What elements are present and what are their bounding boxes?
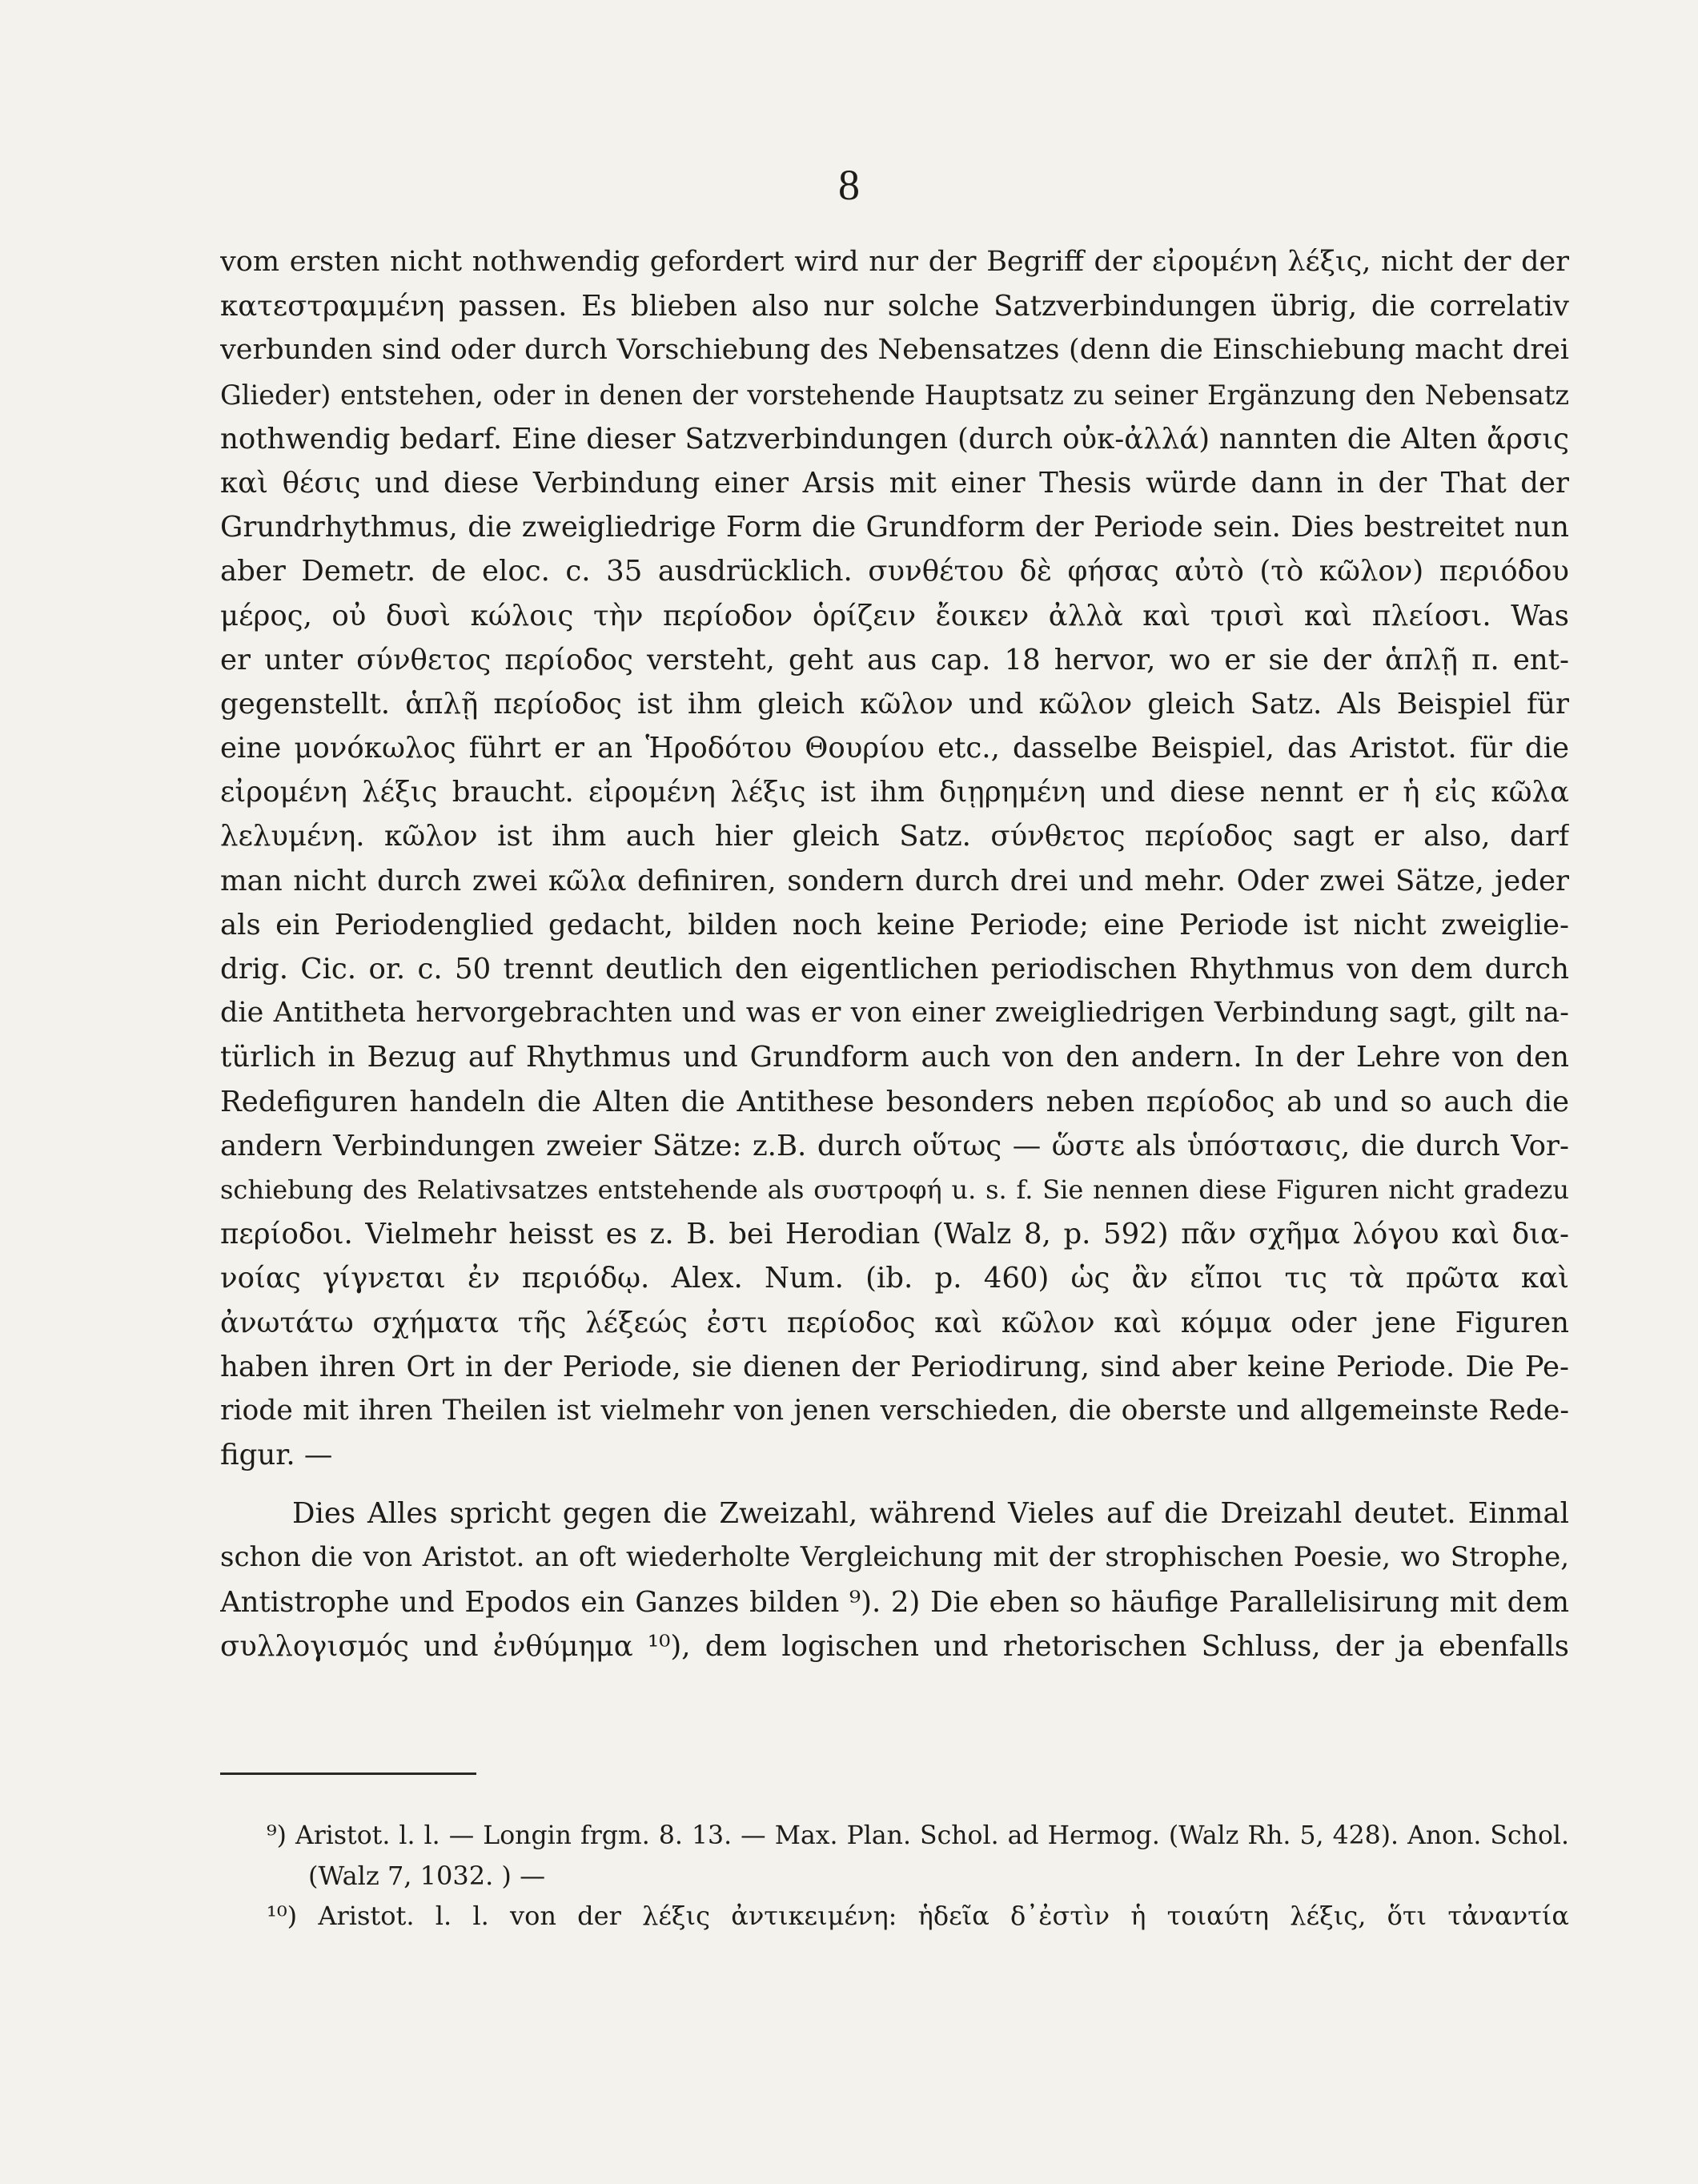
footnote-line: ¹⁰) Aristot. l. l. von der λέξις ἀντικειμένη: ἡδεῖα δ᾽ἐστὶν ἡ τοιαύτη λέξις, ὅτι τἀναντία bbox=[267, 1901, 1569, 1931]
text-line: riode mit ihren Theilen ist vielmehr von jenen verschieden, die oberste und allgemeinste Rede- bbox=[220, 1394, 1569, 1427]
text-line: gegenstellt. ἁπλῇ περίοδος ist ihm gleich κῶλον und κῶλον gleich Satz. Als Beispiel für bbox=[220, 687, 1569, 721]
footnotes bbox=[220, 1816, 1569, 1936]
text-line: συλλογισμός und ἐνθύμημα ¹⁰), dem logischen und rhetorischen Schluss, der ja ebenfalls bbox=[220, 1629, 1569, 1663]
text-line: μέρος, οὐ δυσὶ κώλοις τὴν περίοδον ὁρίζειν ἔοικεν ἀλλὰ καὶ τρισὶ καὶ πλείοσι. Was bbox=[220, 599, 1569, 632]
text-line: schiebung des Relativsatzes entstehende als συστροφή u. s. f. Sie nennen diese Figuren nicht gradezu bbox=[220, 1174, 1569, 1205]
text-line: aber Demetr. de eloc. c. 35 ausdrücklich. συνθέτου δὲ φήσας αὐτὸ (τὸ κῶλον) περιόδου bbox=[220, 555, 1569, 588]
text-line: περίοδοι. Vielmehr heisst es z. B. bei Herodian (Walz 8, p. 592) πᾶν σχῆμα λόγου καὶ δια- bbox=[220, 1218, 1569, 1251]
text-line: ἀνωτάτω σχήματα τῆς λέξεώς ἐστι περίοδος καὶ κῶλον καὶ κόμμα oder jene Figuren bbox=[220, 1306, 1569, 1339]
footnote-divider bbox=[220, 1772, 476, 1775]
text-line: türlich in Bezug auf Rhythmus und Grundform auch von den andern. In der Lehre von den bbox=[220, 1041, 1569, 1074]
text-line: nothwendig bedarf. Eine dieser Satzverbindungen (durch οὐκ-ἀλλά) nannten die Alten ἄρσις bbox=[220, 422, 1569, 456]
text-line: Grundrhythmus, die zweigliedrige Form die Grundform der Periode sein. Dies bestreitet nun bbox=[220, 511, 1569, 544]
text-line: verbunden sind oder durch Vorschiebung des Nebensatzes (denn die Einschiebung macht drei bbox=[220, 334, 1569, 367]
text-line: λελυμένη. κῶλον ist ihm auch hier gleich Satz. σύνθετος περίοδος sagt er also, darf bbox=[220, 820, 1569, 853]
text-line: Antistrophe und Epodos ein Ganzes bilden ⁹). 2) Die eben so häufige Parallelisirung mit dem bbox=[220, 1585, 1569, 1619]
text-line: vom ersten nicht nothwendig gefordert wird nur der Begriff der εἰρομένη λέξις, nicht der der bbox=[220, 246, 1569, 278]
page-number: 8 bbox=[838, 161, 860, 209]
text-line: Redefiguren handeln die Alten die Antithese besonders neben περίοδος ab und so auch die bbox=[220, 1085, 1569, 1118]
footnote-line: (Walz 7, 1032. ) — bbox=[308, 1861, 546, 1891]
body-text bbox=[220, 240, 1569, 1668]
text-line: schon die von Aristot. an oft wiederholte Vergleichung mit der strophischen Poesie, wo Strophe, bbox=[220, 1541, 1569, 1574]
text-line: εἰρομένη λέξις braucht. εἰρομένη λέξις ist ihm διῃρημένη und diese nennt er ἡ εἰς κῶλα bbox=[220, 776, 1569, 809]
text-line: eine μονόκωλος führt er an Ἡροδότου Θουρίου etc., dasselbe Beispiel, das Aristot. für die bbox=[220, 732, 1569, 765]
text-line: καὶ θέσις und diese Verbindung einer Arsis mit einer Thesis würde dann in der That der bbox=[220, 466, 1569, 500]
text-line: Glieder) entstehen, oder in denen der vorstehende Hauptsatz zu seiner Ergänzung den Nebensatz bbox=[220, 379, 1569, 411]
text-line: man nicht durch zwei κῶλα definiren, sondern durch drei und mehr. Oder zwei Sätze, jeder bbox=[220, 864, 1569, 897]
text-line: κατεστραμμένη passen. Es blieben also nur solche Satzverbindungen übrig, die correlativ bbox=[220, 290, 1569, 323]
text-line: νοίας γίγνεται ἐν περιόδῳ. Alex. Num. (ib. p. 460) ὡς ἂν εἴποι τις τὰ πρῶτα καὶ bbox=[220, 1262, 1569, 1295]
text-line: die Antitheta hervorgebrachten und was er von einer zweigliedrigen Verbindung sagt, gilt na- bbox=[220, 997, 1569, 1030]
text-line: andern Verbindungen zweier Sätze: z.B. durch οὕτως — ὥστε als ὑπόστασις, die durch Vor- bbox=[220, 1129, 1569, 1162]
text-line: er unter σύνθετος περίοδος versteht, geht aus cap. 18 hervor, wo er sie der ἁπλῇ π. ent- bbox=[220, 643, 1569, 676]
text-line: Dies Alles spricht gegen die Zweizahl, während Vieles auf die Dreizahl deutet. Einmal bbox=[292, 1497, 1569, 1531]
text-line: haben ihren Ort in der Periode, sie dienen der Periodirung, sind aber keine Periode. Die Pe- bbox=[220, 1350, 1569, 1383]
text-line: figur. — bbox=[220, 1439, 333, 1472]
footnote-line: ⁹) Aristot. l. l. — Longin frgm. 8. 13. — Max. Plan. Schol. ad Hermog. (Walz Rh. 5, 428). Anon. Schol. bbox=[267, 1821, 1569, 1850]
paragraph-gap bbox=[220, 1477, 1569, 1491]
text-line: drig. Cic. or. c. 50 trennt deutlich den eigentlichen periodischen Rhythmus von dem durch bbox=[220, 953, 1569, 986]
text-line: als ein Periodenglied gedacht, bilden noch keine Periode; eine Periode ist nicht zweiglie- bbox=[220, 908, 1569, 941]
